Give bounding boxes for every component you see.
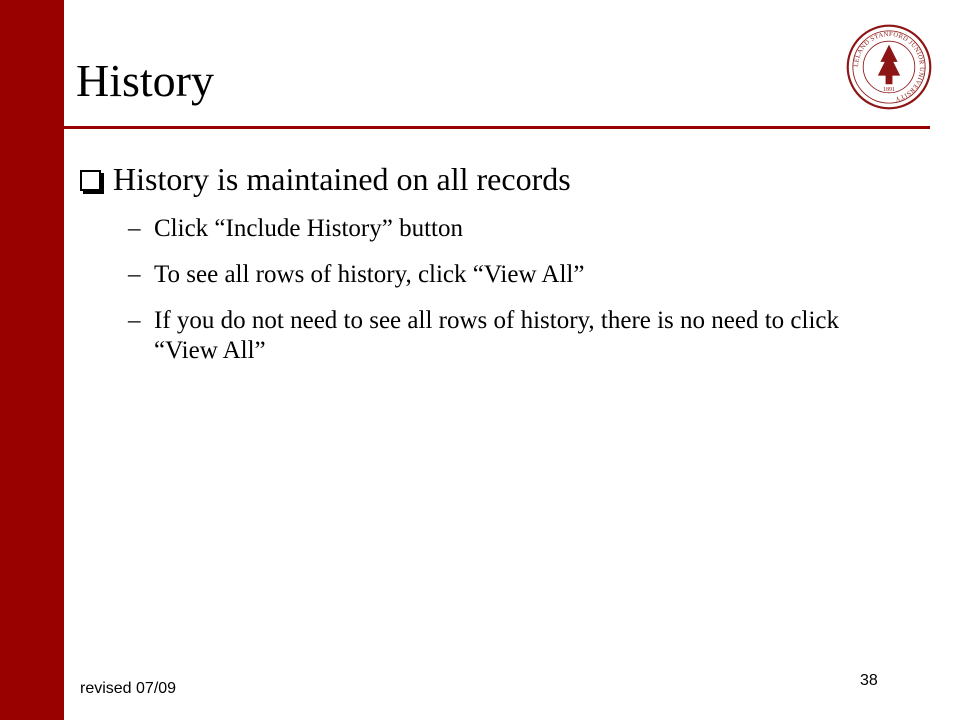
dash-bullet: –: [128, 261, 141, 288]
slide-title: History: [76, 55, 214, 106]
tree-icon: [878, 45, 900, 85]
main-bullet: [80, 160, 571, 198]
main-bullet-text: History is maintained on all records: [113, 161, 571, 197]
stanford-seal-icon: [846, 24, 932, 110]
sub-item: [128, 214, 874, 244]
seal-ring-text: LELAND STANFORD JUNIOR UNIVERSITY: [852, 30, 926, 103]
title-underline: [64, 126, 930, 129]
dash-bullet: –: [128, 215, 141, 242]
sub-item: [128, 306, 874, 366]
revision-footer: revised 07/09: [80, 680, 177, 697]
square-bullet-icon: [80, 170, 101, 191]
dash-bullet: –: [128, 307, 141, 334]
sub-item: [128, 260, 874, 290]
sub-item-text: Click “Include History” button: [154, 215, 463, 242]
sub-item-text: To see all rows of history, click “View All”: [154, 261, 585, 288]
left-accent-bar: [0, 0, 64, 720]
seal-year: 1891: [882, 87, 896, 94]
sub-item-text: If you do not need to see all rows of history, there is no need to click “View All”: [154, 307, 840, 364]
page-number: 38: [860, 672, 878, 689]
